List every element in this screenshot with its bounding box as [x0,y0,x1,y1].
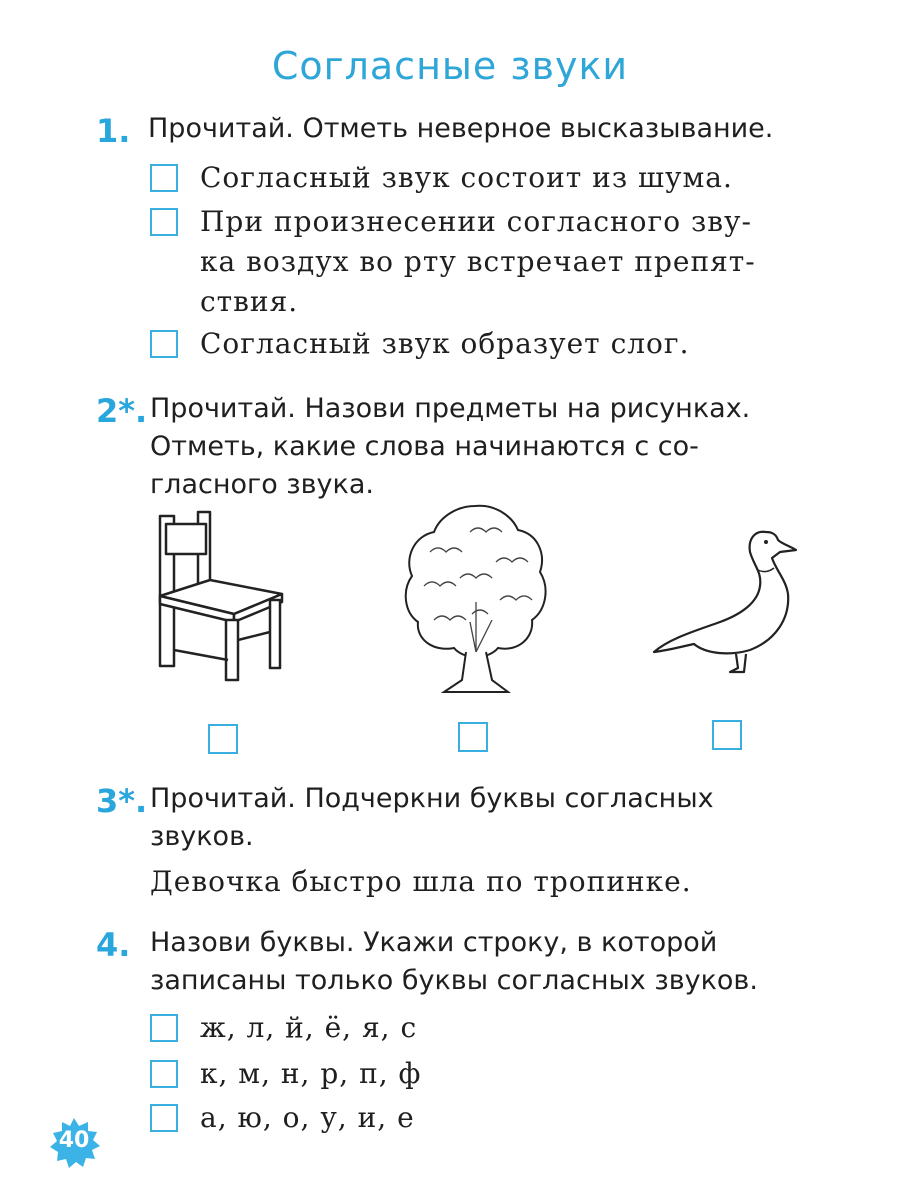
task2-line-2: Отметь, какие слова начинаются с со- [150,431,699,462]
page-number: 40 [58,1128,90,1153]
page-title: Согласные звуки [271,44,629,88]
letters-row: а, ю, о, у, и, е [200,1101,415,1134]
task4-line-1: Назови буквы. Укажи строку, в которой [150,927,718,958]
task2-line-3: гласного звука. [150,469,374,500]
tree-icon [400,502,550,697]
task2-number: 2*. [96,392,148,430]
task3-line-2: звуков. [150,821,254,852]
letters-row: к, м, н, р, п, ф [200,1057,422,1090]
task4-line-2: записаны только буквы согласных звуков. [150,965,758,996]
task1-number: 1. [96,112,131,150]
chair-checkbox[interactable] [208,724,238,754]
task3-line-1: Прочитай. Подчеркни буквы согласных [150,783,714,814]
checkbox[interactable] [150,1060,178,1088]
option-text-line-1: При произнесении согласного зву- [200,205,752,238]
duck-icon [650,522,810,682]
checkbox[interactable] [150,164,178,192]
option-text: Согласный звук образует слог. [200,327,690,360]
task1-instruction: Прочитай. Отметь неверное высказывание. [148,113,774,144]
option-text-line-3: ствия. [200,285,299,318]
task3-number: 3*. [96,782,148,820]
task2-line-1: Прочитай. Назови предметы на рисунках. [150,393,751,424]
checkbox[interactable] [150,330,178,358]
checkbox[interactable] [150,1014,178,1042]
task3-sentence[interactable]: Девочка быстро шла по тропинке. [150,865,692,898]
tree-checkbox[interactable] [458,722,488,752]
letters-row: ж, л, й, ё, я, с [200,1011,418,1044]
checkbox[interactable] [150,1104,178,1132]
duck-checkbox[interactable] [712,720,742,750]
option-text-line-2: ка воздух во рту встречает препят- [200,245,756,278]
checkbox[interactable] [150,208,178,236]
option-text: Согласный звук состоит из шума. [200,161,733,194]
task4-number: 4. [96,926,131,964]
chair-icon [150,510,290,690]
